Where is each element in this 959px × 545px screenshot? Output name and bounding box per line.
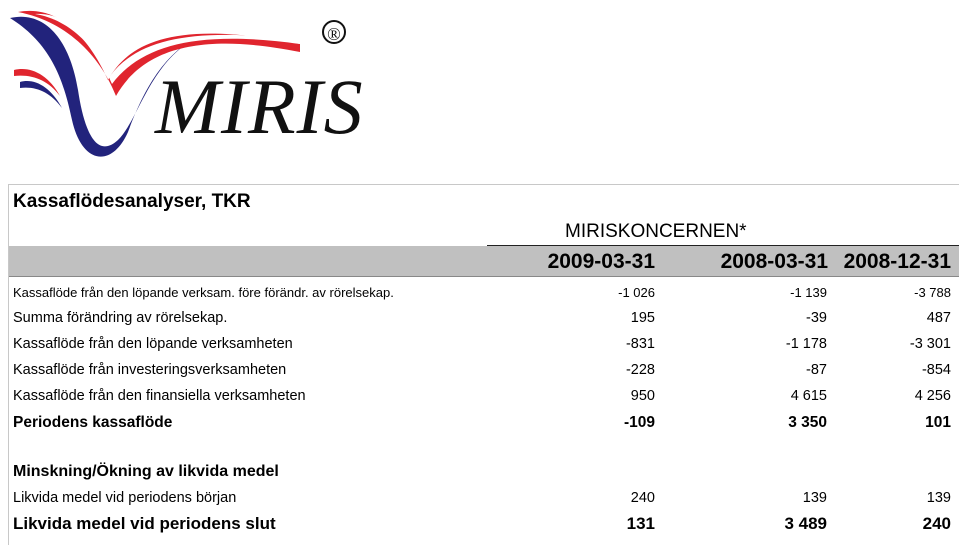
- cell-value: 3 350: [788, 414, 827, 431]
- cell-value: 240: [922, 514, 951, 533]
- column-header-2008-03-31: 2008-03-31: [720, 250, 828, 273]
- cell-value: -1 178: [785, 336, 827, 352]
- cell-value: 101: [925, 414, 951, 431]
- cell-value: 950: [630, 388, 655, 404]
- table-row-total: [13, 514, 953, 536]
- cell-value: 139: [926, 490, 951, 506]
- cell-value: 4 256: [914, 388, 951, 404]
- row-label: Likvida medel vid periodens början: [13, 490, 237, 506]
- registered-mark: ®: [322, 20, 346, 44]
- row-label: Kassaflöde från den löpande verksamheten: [13, 336, 293, 352]
- cell-value: 3 489: [784, 514, 827, 533]
- cell-value: 195: [630, 310, 655, 326]
- cell-value: -228: [625, 362, 655, 378]
- table-row-total: [13, 414, 953, 436]
- cell-value: 487: [926, 310, 951, 326]
- table-row: [13, 310, 953, 332]
- cell-value: -109: [623, 414, 655, 431]
- cell-value: 4 615: [790, 388, 827, 404]
- cell-value: -3 301: [909, 336, 951, 352]
- cell-value: 240: [630, 490, 655, 506]
- cell-value: -39: [806, 310, 827, 326]
- miris-logo: [0, 0, 364, 170]
- table-row: [13, 388, 953, 410]
- table-row: [13, 336, 953, 358]
- section-title: Minskning/Ökning av likvida medel: [13, 463, 279, 480]
- row-label: Periodens kassaflöde: [13, 414, 173, 431]
- cell-value: -87: [806, 362, 827, 378]
- group-heading: MIRISKONCERNEN*: [565, 221, 747, 242]
- cell-value: 139: [802, 490, 827, 506]
- column-header-2009-03-31: 2009-03-31: [547, 250, 655, 273]
- row-label: Summa förändring av rörelsekap.: [13, 310, 228, 326]
- row-label: Kassaflöde från den finansiella verksamheten: [13, 388, 306, 404]
- report-title: Kassaflödesanalyser, TKR: [13, 191, 251, 212]
- row-label: Kassaflöde från den löpande verksam. före förändr. av rörelsekap.: [13, 285, 394, 300]
- cell-value: -1 026: [618, 285, 655, 300]
- cell-value: -1 139: [790, 285, 827, 300]
- cell-value: -854: [921, 362, 951, 378]
- row-label: Likvida medel vid periodens slut: [13, 514, 276, 533]
- table-row: [13, 285, 953, 307]
- header-divider: [9, 276, 959, 277]
- cell-value: -831: [625, 336, 655, 352]
- cell-value: 131: [626, 514, 655, 533]
- table-row: [13, 362, 953, 384]
- row-label: Kassaflöde från investeringsverksamheten: [13, 362, 287, 378]
- column-header-2008-12-31: 2008-12-31: [843, 250, 951, 273]
- cell-value: -3 788: [914, 285, 951, 300]
- logo-wordmark: MIRIS: [155, 63, 364, 150]
- table-row: [13, 490, 953, 512]
